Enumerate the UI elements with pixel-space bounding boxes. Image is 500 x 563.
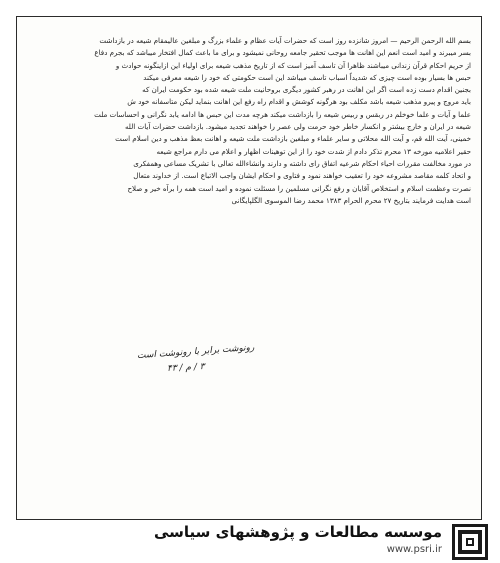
letter-line: حبس ها بسیار بوده است چیزی که شدیداً اسباب تاسف میباشد این است حکومتی که خود را شیعه معرفی میکند	[143, 72, 471, 82]
letter-line: است هدایت فرمایند بتاریخ ۲۷ محرم الحرام ۱۳۸۳ محمد رضا الموسوی الگلپایگانی	[231, 195, 471, 205]
letter-line: نصرت وعظمت اسلام و استخلاص آقایان و رفع نگرانی مسلمین را مسئلت نموده و امید است همه را برآه خیر و صلاح	[127, 183, 471, 193]
institute-name: موسسه مطالعات و پژوهشهای سیاسی	[153, 523, 442, 541]
letter-line: در مورد مخالفت مقررات احیاء احکام شرعیه اتفاق رای داشته و دارند وانشاءالله تعالی با تشریک مساعی وهمفکری	[133, 158, 471, 168]
letter-line: بسم الله الرحمن الرحيم — امروز شانزده روز است که حضرات آیات عظام و علماء بزرگ و مبلغین عالیمقام شیعه در بازداشت	[99, 36, 471, 45]
document-page	[16, 16, 482, 520]
letter-line: علما و آیات و علما خوخلم در ربقس و ربیس شیعه را بازداشت میکند هرچه مدت این حبس ها ادامه یابد نگرانی و احساسات ملت	[94, 109, 471, 119]
letter-line: شیعه در ایران و خارج بیشتر و انکسار خاطر خود حرمت ولی عصر را خواهند تجدید میشود. بازداشت حضرات آیات الله	[124, 122, 471, 132]
letter-line: از حریم احکام قرآن زندانی میباشند ظاهرا آن تاسف آمیز است که از تاریخ مذهب شیعه برای اولیاء این ازاینگونه حوادث و	[115, 60, 471, 70]
letter-line: بجنین اقدام دست زده است اگر این اهانت در رهبر کشور دیگری بروحانیت ملت شیعه شده بود حکومت ایران که	[142, 85, 471, 95]
letter-line: خمینی، آیت الله قم، و آیت الله محلاتی و سایر علماء و مبلغین بازداشت ملت شیعه و اهانت بعظ مذهب و دین اسلام است	[115, 134, 471, 144]
handwritten-copy-code: ۳ / م / ۴۳	[166, 362, 205, 374]
letter-body	[27, 35, 471, 207]
psri-logo-icon	[452, 524, 488, 560]
institute-url[interactable]: www.psri.ir	[386, 544, 442, 555]
letter-line: بسر میبرند و امید است انعم این اهانت ها موجب تحقیر جامعه روحانی نمیشود و برای ما باعث کمال افتخار میباشد که بجرم دفاع	[94, 48, 471, 58]
letter-line: باید مروج و پیرو مذهب شیعه باشد مکلف بود هرگونه کوشش و اقدام راه رفع این اهانت بنماید لیکن متاسفانه خود ش	[127, 97, 471, 107]
footer	[0, 520, 500, 563]
letter-line: و اتحاد کلمه مقاصد مشروعه خود را تعقیب خواهند نمود و فتاوی و احکام ایشان واجب الاتباع است. از خداوند متعال	[133, 171, 471, 181]
letter-line: حقیر اعلامیه مورخه ۱۳ محرم تذکر دادم از شدت خود را از این توهینات اظهار و اعلام می دارم مراجع شیعه	[156, 146, 471, 156]
handwritten-copy-note: رونوشت برابر با رونوشت است	[136, 342, 255, 362]
